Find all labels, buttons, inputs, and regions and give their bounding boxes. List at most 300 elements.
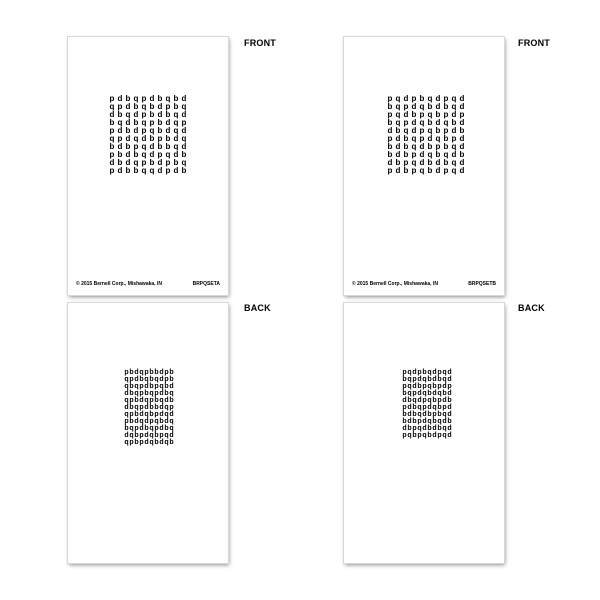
letter-cell: p xyxy=(422,404,427,411)
letter-cell: d xyxy=(422,425,427,432)
letter-cell: q xyxy=(154,376,159,383)
letter-cell: d xyxy=(159,390,164,397)
letter-cell: b xyxy=(459,126,465,135)
letter-cell: q xyxy=(154,418,159,425)
letter-cell: p xyxy=(141,126,147,135)
letter-cell: b xyxy=(443,102,449,111)
letter-cell: b xyxy=(129,369,134,376)
letter-cell: d xyxy=(447,390,452,397)
letter-cell: b xyxy=(447,397,452,404)
letter-cell: b xyxy=(157,118,163,127)
letter-cell: d xyxy=(125,134,131,143)
letter-cell: q xyxy=(427,126,433,135)
letter-cell: d xyxy=(149,94,155,103)
letter-cell: p xyxy=(411,150,417,159)
letter-cell: b xyxy=(149,110,155,119)
letter-cell: p xyxy=(164,376,169,383)
letter-cell: p xyxy=(451,134,457,143)
letter-cell: b xyxy=(154,432,159,439)
letter-cell: q xyxy=(133,158,139,167)
letter-cell: d xyxy=(124,390,129,397)
letter-cell: d xyxy=(164,418,169,425)
letter-cell: d xyxy=(109,110,115,119)
letter-cell: p xyxy=(419,126,425,135)
letter-cell: d xyxy=(141,134,147,143)
letter-cell: d xyxy=(159,425,164,432)
letter-cell: d xyxy=(422,418,427,425)
letter-cell: p xyxy=(442,404,447,411)
letter-cell: q xyxy=(442,376,447,383)
letter-cell: d xyxy=(407,411,412,418)
letter-cell: q xyxy=(134,404,139,411)
letter-cell: q xyxy=(411,142,417,151)
letter-grid xyxy=(124,369,174,446)
letter-cell: d xyxy=(419,150,425,159)
letter-cell: d xyxy=(125,102,131,111)
letter-cell: d xyxy=(402,425,407,432)
letter-cell: d xyxy=(432,376,437,383)
letter-cell: d xyxy=(435,118,441,127)
letter-cell: q xyxy=(412,397,417,404)
letter-cell: p xyxy=(157,150,163,159)
letter-cell: d xyxy=(459,166,465,175)
letter-cell: q xyxy=(181,134,187,143)
letter-cell: b xyxy=(451,118,457,127)
letter-cell: b xyxy=(437,376,442,383)
letter-cell: q xyxy=(117,118,123,127)
letter-cell: b xyxy=(129,418,134,425)
letter-cell: b xyxy=(173,158,179,167)
letter-cell: p xyxy=(129,376,134,383)
letter-cell: d xyxy=(417,397,422,404)
letter-cell: d xyxy=(125,150,131,159)
letter-cell: q xyxy=(437,390,442,397)
letter-cell: p xyxy=(139,432,144,439)
letter-cell: q xyxy=(133,94,139,103)
letter-cell: p xyxy=(411,166,417,175)
letter-cell: p xyxy=(139,404,144,411)
letter-cell: d xyxy=(459,94,465,103)
letter-cell: d xyxy=(447,376,452,383)
letter-cell: p xyxy=(165,166,171,175)
letter-cell: b xyxy=(149,383,154,390)
letter-cell: b xyxy=(402,411,407,418)
letter-cell: p xyxy=(419,110,425,119)
letter-cell: q xyxy=(427,383,432,390)
letter-cell: b xyxy=(149,404,154,411)
letter-cell: p xyxy=(411,94,417,103)
letter-cell: q xyxy=(124,439,129,446)
letter-cell: p xyxy=(422,397,427,404)
letter-cell: b xyxy=(134,439,139,446)
front-label: FRONT xyxy=(518,38,550,48)
letter-cell: d xyxy=(117,166,123,175)
letter-cell: p xyxy=(443,166,449,175)
letter-cell: q xyxy=(149,439,154,446)
letter-cell: p xyxy=(165,102,171,111)
letter-cell: q xyxy=(165,150,171,159)
letter-cell: d xyxy=(157,110,163,119)
letter-cell: b xyxy=(129,390,134,397)
letter-cell: p xyxy=(447,383,452,390)
letter-cell: q xyxy=(403,126,409,135)
letter-cell: d xyxy=(159,439,164,446)
letter-cell: b xyxy=(387,102,393,111)
letter-cell: b xyxy=(427,158,433,167)
letter-cell: q xyxy=(427,110,433,119)
letter-cell: p xyxy=(139,383,144,390)
letter-cell: d xyxy=(427,404,432,411)
letter-cell: q xyxy=(144,411,149,418)
letter-cell: d xyxy=(435,94,441,103)
letter-cell: d xyxy=(395,150,401,159)
letter-cell: b xyxy=(437,411,442,418)
letter-cell: d xyxy=(181,110,187,119)
letter-cell: d xyxy=(124,432,129,439)
letter-cell: q xyxy=(451,142,457,151)
letter-cell: b xyxy=(387,142,393,151)
letter-cell: d xyxy=(451,110,457,119)
letter-cell: q xyxy=(407,376,412,383)
letter-cell: p xyxy=(154,390,159,397)
letter-cell: d xyxy=(447,369,452,376)
letter-cell: b xyxy=(419,94,425,103)
letter-cell: p xyxy=(402,383,407,390)
letter-cell: p xyxy=(149,118,155,127)
letter-cell: p xyxy=(437,383,442,390)
letter-cell: p xyxy=(109,94,115,103)
letter-cell: d xyxy=(411,102,417,111)
letter-cell: b xyxy=(417,383,422,390)
letter-cell: d xyxy=(432,432,437,439)
letter-cell: q xyxy=(411,158,417,167)
letter-cell: q xyxy=(134,383,139,390)
letter-grid xyxy=(386,95,466,175)
letter-cell: p xyxy=(412,390,417,397)
letter-cell: b xyxy=(117,110,123,119)
letter-cell: q xyxy=(422,376,427,383)
letter-cell: q xyxy=(442,425,447,432)
letter-cell: b xyxy=(129,404,134,411)
copyright-text: © 2015 Bernell Corp., Mishawaka, IN xyxy=(76,281,162,287)
letter-cell: q xyxy=(419,102,425,111)
letter-cell: q xyxy=(109,102,115,111)
letter-cell: q xyxy=(427,94,433,103)
letter-cell: p xyxy=(387,94,393,103)
letter-cell: b xyxy=(149,102,155,111)
letter-cell: b xyxy=(403,142,409,151)
letter-cell: b xyxy=(173,94,179,103)
letter-cell: q xyxy=(129,432,134,439)
letter-cell: d xyxy=(149,142,155,151)
letter-cell: q xyxy=(451,94,457,103)
letter-cell: b xyxy=(157,126,163,135)
letter-cell: d xyxy=(144,418,149,425)
letter-cell: p xyxy=(443,126,449,135)
letter-cell: d xyxy=(427,134,433,143)
letter-cell: q xyxy=(125,110,131,119)
letter-cell: d xyxy=(169,432,174,439)
letter-cell: q xyxy=(427,418,432,425)
letter-cell: q xyxy=(427,369,432,376)
letter-cell: d xyxy=(442,397,447,404)
letter-cell: b xyxy=(164,390,169,397)
letter-cell: b xyxy=(427,425,432,432)
letter-cell: p xyxy=(165,158,171,167)
letter-cell: d xyxy=(411,126,417,135)
letter-cell: p xyxy=(443,110,449,119)
letter-cell: d xyxy=(447,404,452,411)
letter-cell: q xyxy=(427,150,433,159)
letter-cell: b xyxy=(149,369,154,376)
letter-cell: b xyxy=(387,118,393,127)
letter-cell: q xyxy=(407,383,412,390)
letter-cell: q xyxy=(134,390,139,397)
letter-cell: b xyxy=(387,150,393,159)
letter-cell: b xyxy=(432,383,437,390)
letter-cell: d xyxy=(435,166,441,175)
letter-cell: b xyxy=(165,142,171,151)
letter-cell: q xyxy=(164,411,169,418)
letter-cell: b xyxy=(157,94,163,103)
letter-cell: q xyxy=(124,397,129,404)
letter-cell: d xyxy=(169,383,174,390)
letter-cell: q xyxy=(124,411,129,418)
letter-cell: q xyxy=(395,110,401,119)
letter-cell: q xyxy=(144,376,149,383)
letter-cell: p xyxy=(164,369,169,376)
letter-cell: b xyxy=(181,166,187,175)
letter-cell: b xyxy=(407,397,412,404)
letter-cell: q xyxy=(139,418,144,425)
letter-cell: b xyxy=(427,390,432,397)
letter-cell: q xyxy=(173,142,179,151)
letter-cell: p xyxy=(402,369,407,376)
letter-cell: b xyxy=(173,102,179,111)
letter-cell: p xyxy=(144,369,149,376)
letter-cell: p xyxy=(139,390,144,397)
letter-cell: q xyxy=(422,390,427,397)
letter-cell: d xyxy=(134,418,139,425)
letter-cell: d xyxy=(117,126,123,135)
letter-cell: q xyxy=(443,150,449,159)
letter-cell: b xyxy=(395,158,401,167)
letter-cell: b xyxy=(432,418,437,425)
letter-cell: p xyxy=(154,425,159,432)
letter-cell: q xyxy=(407,390,412,397)
letter-cell: q xyxy=(417,404,422,411)
letter-cell: d xyxy=(442,418,447,425)
letter-cell: d xyxy=(451,126,457,135)
letter-cell: p xyxy=(412,425,417,432)
letter-cell: b xyxy=(144,425,149,432)
letter-cell: b xyxy=(109,142,115,151)
letter-cell: b xyxy=(169,397,174,404)
letter-cell: p xyxy=(181,118,187,127)
letter-cell: p xyxy=(133,142,139,151)
letter-cell: d xyxy=(412,383,417,390)
letter-cell: d xyxy=(144,432,149,439)
letter-cell: p xyxy=(141,158,147,167)
letter-cell: d xyxy=(447,432,452,439)
letter-cell: b xyxy=(109,118,115,127)
letter-cell: p xyxy=(402,404,407,411)
letter-cell: d xyxy=(117,142,123,151)
letter-cell: p xyxy=(402,432,407,439)
letter-cell: d xyxy=(451,150,457,159)
letter-cell: p xyxy=(134,425,139,432)
letter-cell: b xyxy=(443,158,449,167)
card-back-b xyxy=(344,303,504,563)
letter-cell: d xyxy=(447,425,452,432)
letter-cell: q xyxy=(419,166,425,175)
letter-cell: p xyxy=(387,134,393,143)
letter-cell: d xyxy=(134,369,139,376)
letter-cell: b xyxy=(134,397,139,404)
letter-cell: d xyxy=(165,118,171,127)
letter-cell: d xyxy=(125,118,131,127)
letter-cell: q xyxy=(395,118,401,127)
letter-cell: q xyxy=(451,166,457,175)
letter-cell: q xyxy=(149,425,154,432)
letter-cell: b xyxy=(133,166,139,175)
letter-cell: d xyxy=(124,404,129,411)
letter-cell: d xyxy=(387,158,393,167)
letter-cell: d xyxy=(173,150,179,159)
letter-cell: b xyxy=(165,134,171,143)
letter-cell: d xyxy=(412,369,417,376)
card-front-a xyxy=(68,37,228,295)
letter-cell: p xyxy=(403,118,409,127)
letter-cell: b xyxy=(427,102,433,111)
letter-cell: b xyxy=(164,383,169,390)
letter-cell: q xyxy=(141,118,147,127)
letter-cell: d xyxy=(407,418,412,425)
front-label: FRONT xyxy=(244,38,276,48)
letter-cell: d xyxy=(144,383,149,390)
letter-cell: b xyxy=(459,150,465,159)
letter-cell: b xyxy=(169,376,174,383)
letter-cell: d xyxy=(139,397,144,404)
letter-cell: q xyxy=(124,376,129,383)
letter-cell: b xyxy=(134,411,139,418)
letter-cell: q xyxy=(109,134,115,143)
letter-cell: d xyxy=(133,110,139,119)
letter-cell: d xyxy=(417,376,422,383)
letter-cell: b xyxy=(169,439,174,446)
letter-grid xyxy=(402,369,452,439)
letter-cell: b xyxy=(154,439,159,446)
letter-cell: p xyxy=(117,102,123,111)
letter-cell: q xyxy=(411,134,417,143)
letter-cell: p xyxy=(109,150,115,159)
letter-cell: d xyxy=(435,158,441,167)
letter-cell: q xyxy=(169,425,174,432)
letter-cell: p xyxy=(129,397,134,404)
letter-cell: p xyxy=(403,158,409,167)
letter-cell: q xyxy=(407,369,412,376)
letter-cell: p xyxy=(139,439,144,446)
letter-cell: b xyxy=(412,432,417,439)
letter-cell: q xyxy=(169,390,174,397)
letter-cell: d xyxy=(181,142,187,151)
letter-cell: b xyxy=(403,166,409,175)
letter-cell: b xyxy=(427,118,433,127)
back-label: BACK xyxy=(518,303,545,313)
letter-cell: d xyxy=(159,369,164,376)
letter-cell: b xyxy=(403,134,409,143)
letter-cell: b xyxy=(165,110,171,119)
letter-cell: q xyxy=(417,411,422,418)
letter-cell: b xyxy=(411,110,417,119)
letter-cell: p xyxy=(109,166,115,175)
letter-cell: q xyxy=(159,397,164,404)
letter-cell: d xyxy=(395,134,401,143)
letter-cell: d xyxy=(417,390,422,397)
letter-cell: p xyxy=(124,418,129,425)
letter-cell: q xyxy=(417,425,422,432)
letter-cell: d xyxy=(125,158,131,167)
letter-cell: b xyxy=(427,432,432,439)
letter-cell: q xyxy=(144,397,149,404)
letter-cell: b xyxy=(402,418,407,425)
letter-cell: p xyxy=(435,142,441,151)
letter-cell: d xyxy=(411,118,417,127)
letter-cell: b xyxy=(412,411,417,418)
letter-cell: d xyxy=(407,404,412,411)
letter-cell: q xyxy=(141,166,147,175)
letter-cell: d xyxy=(139,411,144,418)
copyright-text: © 2015 Bernell Corp., Mishawaka, IN xyxy=(352,281,438,287)
letter-cell: b xyxy=(125,166,131,175)
letter-cell: b xyxy=(169,369,174,376)
letter-cell: p xyxy=(149,397,154,404)
letter-cell: d xyxy=(173,134,179,143)
letter-cell: q xyxy=(451,102,457,111)
letter-cell: d xyxy=(387,126,393,135)
letter-cell: b xyxy=(149,411,154,418)
letter-cell: q xyxy=(141,150,147,159)
letter-cell: q xyxy=(442,411,447,418)
letter-cell: q xyxy=(165,94,171,103)
letter-cell: d xyxy=(403,94,409,103)
letter-cell: b xyxy=(412,404,417,411)
letter-cell: p xyxy=(419,134,425,143)
letter-cell: q xyxy=(139,369,144,376)
letter-cell: p xyxy=(154,411,159,418)
letter-cell: p xyxy=(117,134,123,143)
letter-cell: q xyxy=(133,134,139,143)
letter-cell: b xyxy=(181,150,187,159)
letter-cell: b xyxy=(139,376,144,383)
letter-cell: d xyxy=(157,166,163,175)
letter-cell: q xyxy=(141,102,147,111)
letter-cell: d xyxy=(157,158,163,167)
letter-cell: d xyxy=(459,142,465,151)
letter-cell: p xyxy=(459,110,465,119)
letter-cell: b xyxy=(407,425,412,432)
letter-cell: d xyxy=(144,439,149,446)
letter-cell: q xyxy=(169,418,174,425)
letter-cell: q xyxy=(173,118,179,127)
letter-cell: q xyxy=(442,369,447,376)
letter-cell: d xyxy=(432,390,437,397)
letter-cell: b xyxy=(437,425,442,432)
letter-cell: p xyxy=(109,126,115,135)
letter-cell: p xyxy=(432,411,437,418)
letter-cell: d xyxy=(139,425,144,432)
letter-cell: q xyxy=(442,432,447,439)
